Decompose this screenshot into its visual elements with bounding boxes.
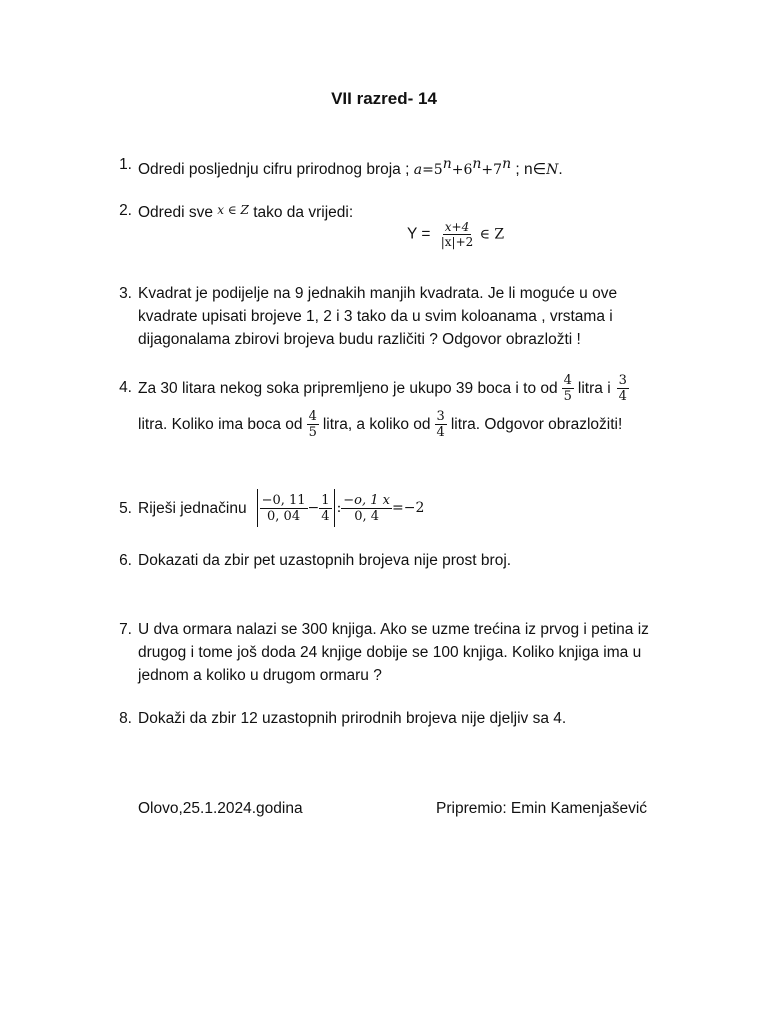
formula: $a=5^n+6^n+7^n$ ; n∈N. [413,156,563,179]
equation: $\frac{-0, 11}{0, 04}$ − $\frac{1}{4}$ : $\frac{-o, 1 x}{0, 4}$ =−2 [255,489,425,527]
page-title: VII razred- 14 [331,89,437,108]
task-number: 6. [119,552,132,569]
task-text: Za 30 litara nekog soka pripremljeno je ukupo 39 boca i to od $\frac{4}{5}$ litra i $\frac{3}{4}$ [138,372,627,404]
task-number: 2. [119,202,132,219]
task-text: U dva ormara nalazi se 300 knjiga. Ako se uzme trećina iz prvog i petina iz drugog i tome još doda 24 knjige dobije se 100 knjiga. Koliko knjiga ima u jednom a koliko u drugom ormaru ? [138,621,649,684]
task-number: 3. [119,285,132,302]
task-line: Odredi posljednju cifru prirodnog broja ; [138,161,410,179]
task-number: 1. [119,156,132,173]
place-date: Olovo,25.1.2024.godina [138,800,303,817]
task-text [138,153,563,182]
task-number: 4. [119,379,132,396]
task-text: Dokazati da zbir pet uzastopnih brojeva nije prost broj. [138,552,512,569]
formula: Y = $\frac{x+4}{|x|+2}$ ∈ Z [407,220,505,249]
author: Pripremio: Emin Kamenjašević [436,800,648,817]
task-text: Kvadrat je podijelje na 9 jednakih manjih kvadrata. Je li moguće u ove kvadrate upisati brojeve 1, 2 i 3 tako da u svim koloanama , vrstama i dijagonalama zbirovi brojeva budu različiti ? Odgovor obrazložti ! [138,285,618,348]
task-number: 5. [119,500,132,517]
task-text: Odredi sve x ∈ Z tako da vrijedi: [138,203,354,221]
task-text: Riješi jednačinu $\frac{-0, 11}{0, 04}$ − $\frac{1}{4}$ : $\frac{-o, 1 x}{0, 4}$ =−2 [138,486,424,530]
task-text: Dokaži da zbir 12 uzastopnih prirodnih brojeva nije djeljiv sa 4. [138,710,567,727]
task-number: 7. [119,621,132,638]
task-number: 8. [119,710,132,727]
task-text: litra. Koliko ima boca od $\frac{4}{5}$ litra, a koliko od $\frac{3}{4}$ litra. Odgovor obrazložiti! [138,408,623,440]
